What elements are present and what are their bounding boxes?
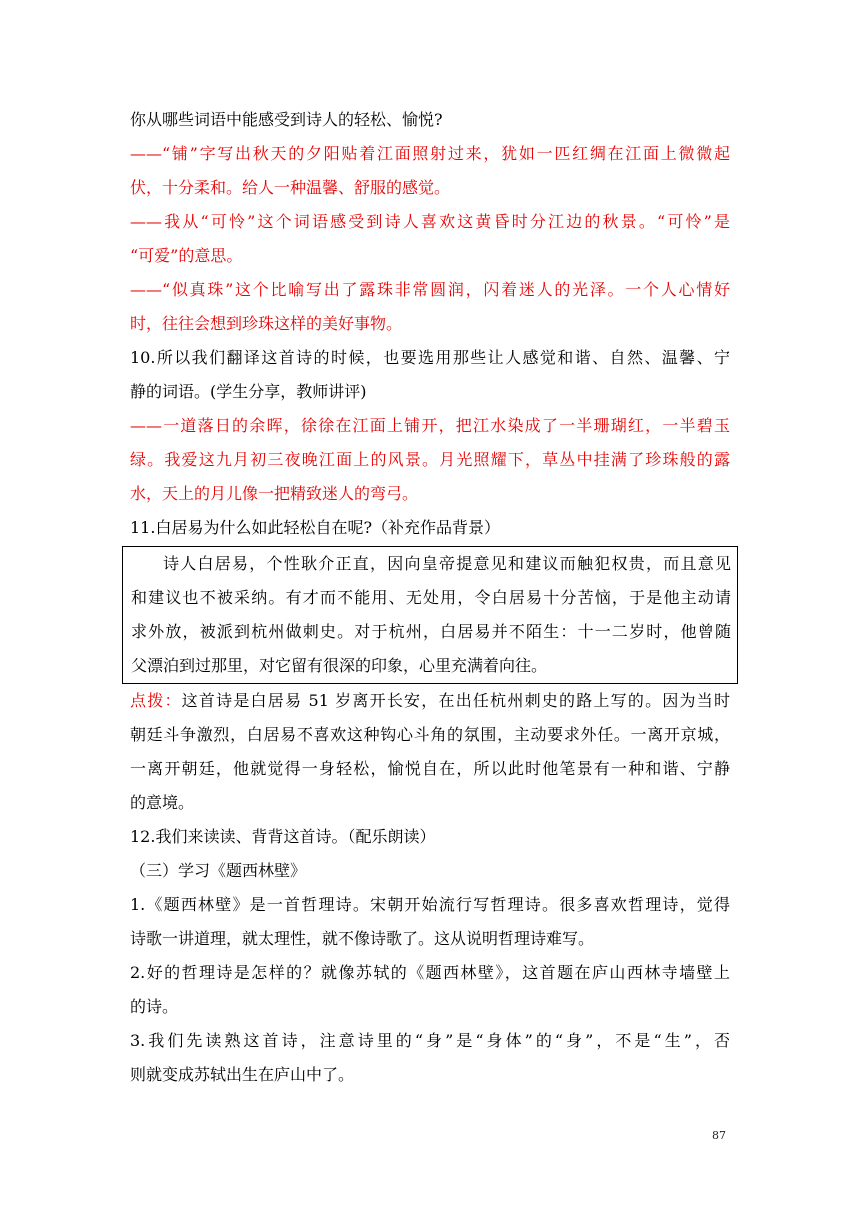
answer-block-2: [130, 409, 730, 511]
hint-first-line: [130, 684, 730, 718]
item-line: 诗歌一讲道理，就太理性，就不像诗歌了。这从说明哲理诗难写。: [130, 929, 595, 948]
answer-line: “可爱”的意思。: [130, 246, 243, 265]
hint-line: 朝廷斗争激烈，白居易不喜欢这种钩心斗角的氛围，主动要求外任。一离开京城，: [130, 725, 730, 744]
answer-line: ——“铺”字写出秋天的夕阳贴着江面照射过来，犹如一匹红绸在江面上微微起: [130, 144, 730, 163]
box-line: 和建议也不被采纳。有才而不能用、无处用，令白居易十分苦恼，于是他主动请: [131, 588, 731, 607]
box-line: 诗人白居易，个性耿介正直，因向皇帝提意见和建议而触犯权贵，而且意见: [163, 554, 731, 573]
hint-label: 点拨：: [130, 691, 182, 710]
hint-line: 的意境。: [130, 793, 195, 812]
document-body: [130, 103, 730, 1092]
item-1: [130, 888, 730, 956]
background-box: [122, 546, 738, 684]
answer-line: 时，往往会想到珍珠这样的美好事物。: [130, 314, 403, 333]
item-line: 2.好的哲理诗是怎样的？就像苏轼的《题西林壁》，这首题在庐山西林寺墙壁上: [130, 963, 730, 982]
item-line: 的诗。: [130, 997, 179, 1016]
item-3: [130, 1024, 730, 1092]
answer-line: 绿。我爱这九月初三夜晚江面上的风景。月光照耀下，草丛中挂满了珍珠般的露: [130, 450, 730, 469]
question-11: 11.白居易为什么如此轻松自在呢?（补充作品背景）: [130, 518, 501, 537]
box-line: 求外放，被派到杭州做刺史。对于杭州，白居易并不陌生：十一二岁时，他曾随: [131, 622, 731, 641]
item-line: 1.《题西林壁》是一首哲理诗。宋朝开始流行写哲理诗。很多喜欢哲理诗，觉得: [130, 895, 730, 914]
box-line: 父漂泊到过那里，对它留有很深的印象，心里充满着向往。: [131, 656, 548, 675]
question-line: 静的词语。(学生分享，教师讲评): [130, 382, 367, 401]
item-line: 则就变成苏轼出生在庐山中了。: [130, 1065, 355, 1084]
answer-line: 伏，十分柔和。给人一种温馨、舒服的感觉。: [130, 178, 451, 197]
answer-line: ——“似真珠”这个比喻写出了露珠非常圆润，闪着迷人的光泽。一个人心情好: [130, 280, 730, 299]
hint-text: 这首诗是白居易 51 岁离开长安，在出任杭州刺史的路上写的。因为当时: [181, 691, 730, 710]
hint-line: 一离开朝廷，他就觉得一身轻松，愉悦自在，所以此时他笔景有一种和谐、宁静: [130, 759, 730, 778]
question-10: [130, 341, 730, 409]
question-intro: 你从哪些词语中能感受到诗人的轻松、愉悦?: [130, 110, 443, 129]
answer-line: ——一道落日的余晖，徐徐在江面上铺开，把江水染成了一半珊瑚红，一半碧玉: [130, 416, 730, 435]
answer-line: 水，天上的月儿像一把精致迷人的弯弓。: [130, 484, 419, 503]
section-heading: （三）学习《题西林壁》: [130, 861, 307, 880]
hint-paragraph: [130, 684, 730, 820]
page-number: 87: [712, 1129, 726, 1142]
answer-block-1: [130, 137, 730, 341]
question-line: 10.所以我们翻译这首诗的时候，也要选用那些让人感觉和谐、自然、温馨、宁: [130, 348, 730, 367]
answer-line: ——我从“可怜”这个词语感受到诗人喜欢这黄昏时分江边的秋景。“可怜”是: [130, 212, 730, 231]
question-12: 12.我们来读读、背背这首诗。（配乐朗读）: [130, 827, 436, 846]
item-2: [130, 956, 730, 1024]
item-line: 3.我们先读熟这首诗，注意诗里的“身”是“身体”的“身”，不是“生”，否: [130, 1031, 730, 1050]
